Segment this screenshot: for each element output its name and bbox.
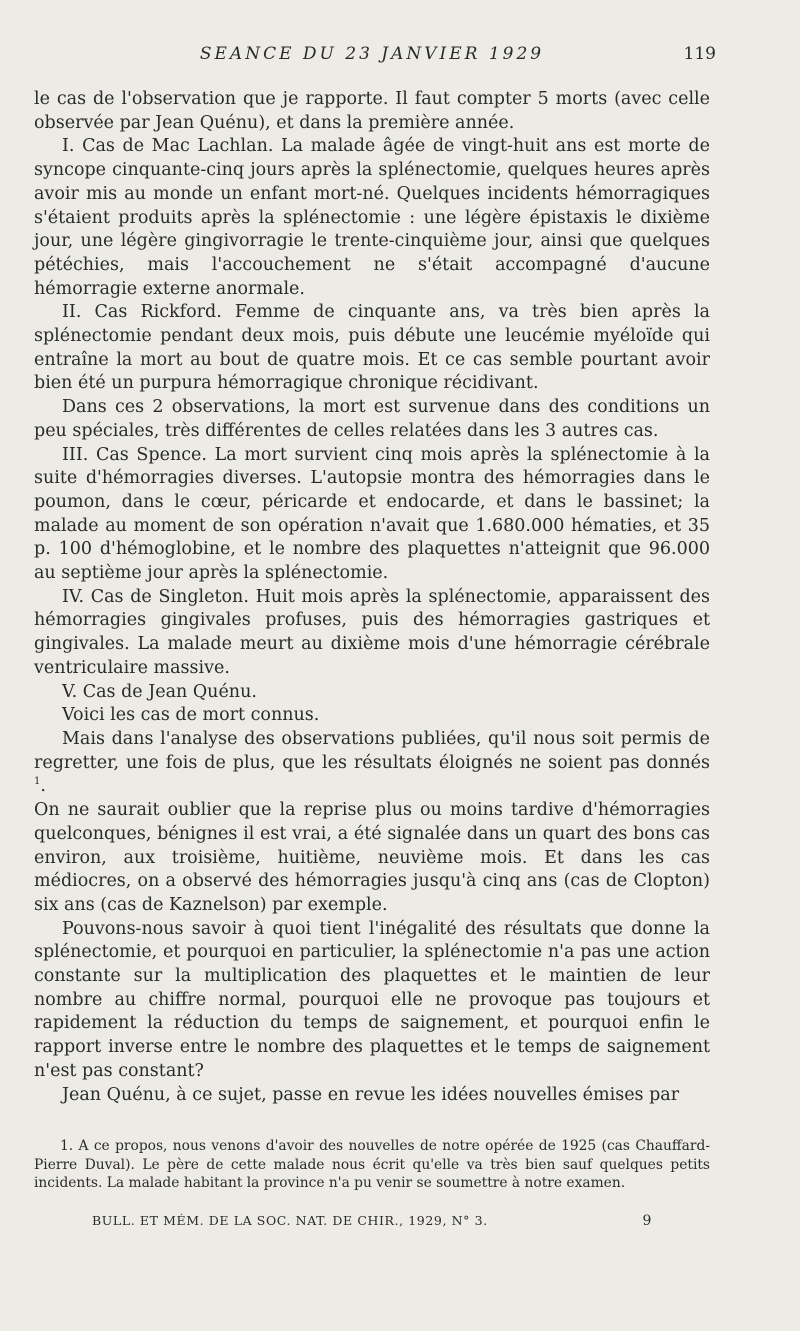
paragraph-known-deaths: Voici les cas de mort connus. [62, 705, 320, 726]
running-head [34, 44, 716, 74]
paragraph-analysis-text: Mais dans l'analyse des observations publiées, qu'il nous soit permis de regretter, une fois de plus, que les résultats éloignés ne soient pas donnés [34, 728, 710, 773]
paragraph-new-ideas: Jean Quénu, à ce sujet, passe en revue les idées nouvelles émises par [62, 1084, 680, 1105]
paragraph-case-singleton: IV. Cas de Singleton. Huit mois après la splénectomie, apparaissent des hémorragies gingivales profuses, puis des hémorragies gastriques et gingivales. La malade meurt au dixième mois d'une hémorragie cérébrale ventriculaire massive. [34, 586, 710, 678]
running-title: SEANCE DU 23 JANVIER 1929 [199, 44, 545, 64]
paragraph-case-jean-quenu: V. Cas de Jean Quénu. [62, 681, 257, 702]
paragraph-case-spence: III. Cas Spence. La mort survient cinq mois après la splénectomie à la suite d'hémorragies diverses. L'autopsie montra des hémorragies dans le poumon, dans le cœur, péricarde et endocarde, et dans le bassinet; la malade au moment de son opération n'avait que 1.680.000 hématies, et 35 p. 100 d'hémoglobine, et le nombre des plaquettes n'atteignit que 96.000 au septième jour après la splénectomie. [34, 444, 710, 584]
page-footer [92, 1213, 652, 1228]
paragraph-continuation: le cas de l'observation que je rapporte. Il faut compter 5 morts (avec celle observée par Jean Quénu), et dans la première année. [34, 89, 710, 133]
footer-signature: 9 [642, 1213, 652, 1229]
paragraph-two-observations: Dans ces 2 observations, la mort est survenue dans des conditions un peu spéciales, très différentes de celles relatées dans les 3 autres cas. [34, 397, 710, 441]
body-text [34, 88, 710, 1107]
footnote-marker-tail: . [40, 776, 46, 797]
footnote-marker[interactable]: 1 [34, 776, 41, 788]
paragraph-case-rickford: II. Cas Rickford. Femme de cinquante ans, va très bien après la splénectomie pendant deux mois, puis débute une leucémie myéloïde qui entraîne la mort au bout de quatre mois. Et ce cas semble pourtant avoir bien été un purpura hémorragique chronique récidivant. [34, 302, 710, 394]
paragraph-case-mac-lachlan: I. Cas de Mac Lachlan. La malade âgée de vingt-huit ans est morte de syncope cinquante-cinq jours après la splénectomie, quelques heures après avoir mis au monde un enfant mort-né. Quelques incidents hémorragiques s'étaient produits après la splénectomie : une légère épistaxis le dixième jour, une légère gingivorragie le trente-cinquième jour, ainsi que quelques pétéchies, mais l'accouchement ne s'était accompagné d'aucune hémorragie externe anormale. [34, 136, 710, 299]
footnotes [34, 1137, 710, 1193]
footnote-1: 1. A ce propos, nous venons d'avoir des nouvelles de notre opérée de 1925 (cas Chauffard-Pierre Duval). Le père de cette malade nous écrit qu'elle va très bien sauf quelques petits incidents. La malade habitant la province n'a pu venir se soumettre à notre examen. [34, 1138, 710, 1191]
footer-citation: BULL. ET MÉM. DE LA SOC. NAT. DE CHIR., 1929, N° 3. [92, 1213, 488, 1228]
paragraph-analysis [34, 728, 710, 799]
paragraph-question: Pouvons-nous savoir à quoi tient l'inégalité des résultats que donne la splénectomie, et pourquoi en particulier, la splénectomie n'a pas une action constante sur la multiplication des plaquettes et le maintien de leur nombre au chiffre normal, pourquoi elle ne provoque pas toujours et rapidement la réduction du temps de saignement, et pourquoi enfin le rapport inverse entre le nombre des plaquettes et le temps de saignement n'est pas constant? [34, 918, 710, 1081]
paragraph-late-hemorrhages: On ne saurait oublier que la reprise plus ou moins tardive d'hémorragies quelconques, bénignes il est vrai, a été signalée dans un quart des bons cas environ, aux troisième, huitième, neuvième mois. Et dans les cas médiocres, on a observé des hémorragies jusqu'à cinq ans (cas de Clopton) six ans (cas de Kaznelson) par exemple. [34, 800, 710, 915]
page-number: 119 [683, 44, 716, 64]
